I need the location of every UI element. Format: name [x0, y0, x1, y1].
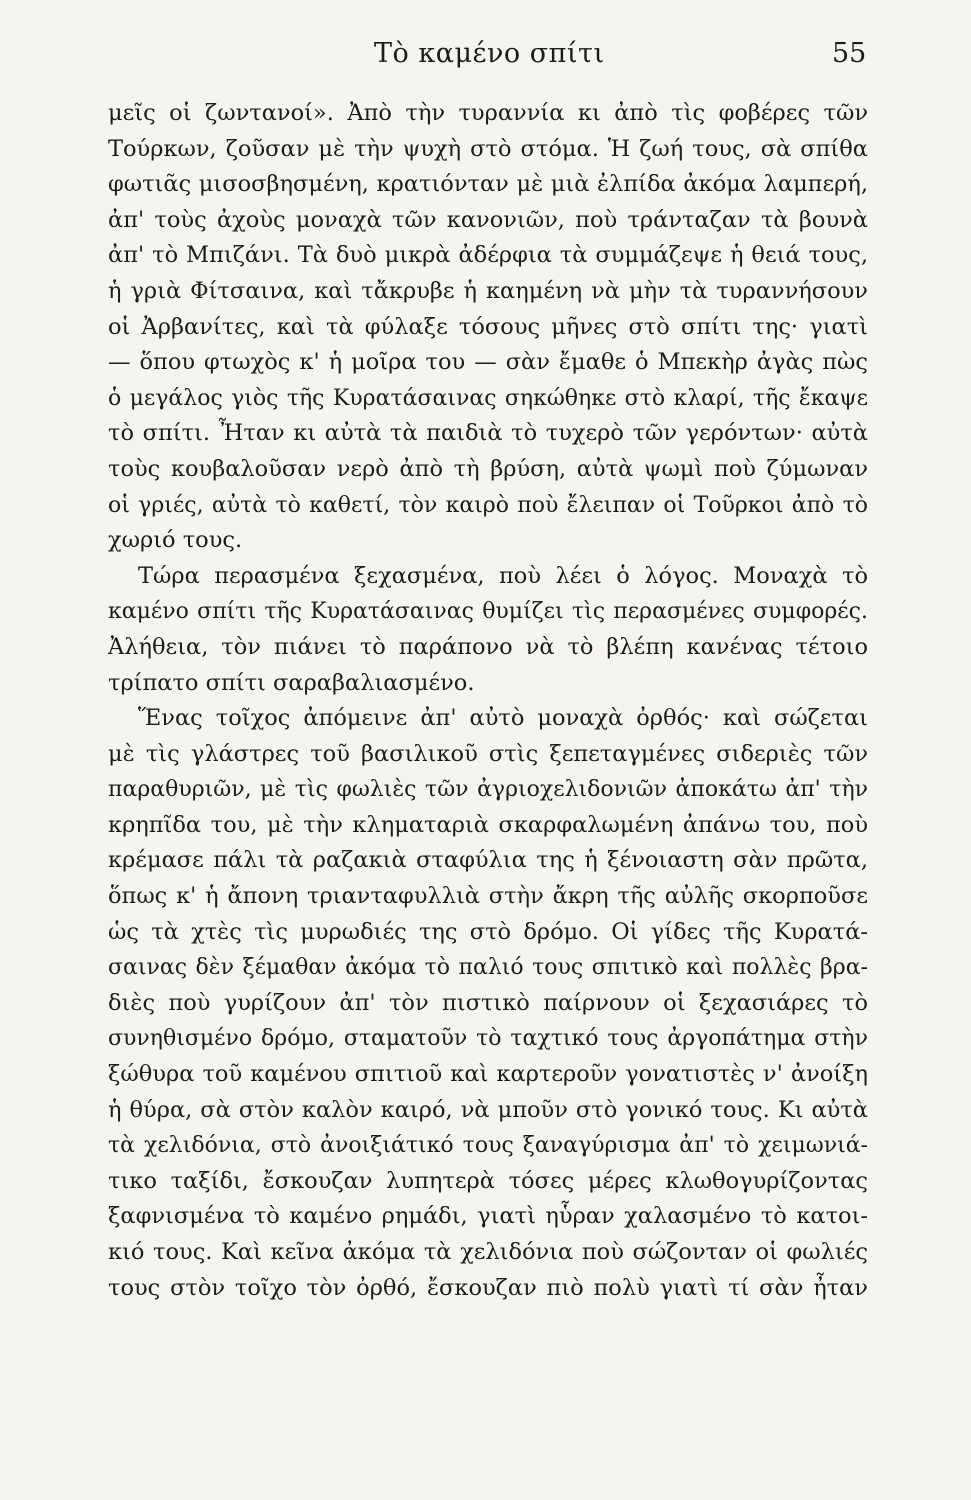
text-line: συνηθισμένο δρόμο, σταματοῦν τὸ ταχτικό τους ἀργοπάτημα στὴν — [108, 1026, 868, 1052]
text-line: — ὅπου φτωχὸς κ' ἡ μοῖρα του — σὰν ἔμαθε ὁ Μπεκὴρ ἀγὰς πὼς — [108, 349, 868, 376]
text-line: ὁ μεγάλος γιὸς τῆς Κυρατάσαινας σηκώθηκε στὸ κλαρί, τῆς ἔκαψε — [108, 385, 868, 411]
running-head — [0, 38, 971, 78]
text-line: καμένο σπίτι τῆς Κυρατάσαινας θυμίζει τὶς περασμένες συμφορές. — [108, 599, 868, 625]
text-line: σαινας δὲν ξέμαθαν ἀκόμα τὸ παλιό τους σπιτικὸ καὶ πολλὲς βρα- — [108, 955, 868, 981]
text-line: χωριό τους. — [108, 527, 243, 554]
text-line: Τούρκων, ζοῦσαν μὲ τὴν ψυχὴ στὸ στόμα. Ἡ ζωή τους, σὰ σπίθα — [108, 135, 868, 162]
body-text — [108, 96, 868, 1306]
text-line: ξώθυρα τοῦ καμένου σπιτιοῦ καὶ καρτεροῦν γονατιστὲς ν' ἀνοίξη — [108, 1061, 868, 1088]
text-line: ὅπως κ' ἡ ἄπονη τριανταφυλλιὰ στὴν ἄκρη τῆς αὐλῆς σκορποῦσε — [108, 883, 868, 910]
text-line: τρίπατο σπίτι σαραβαλιασμένο. — [108, 669, 475, 696]
text-line: παραθυριῶν, μὲ τὶς φωλιὲς τῶν ἀγριοχελιδονιῶν ἀποκάτω ἀπ' τὴν — [108, 777, 868, 803]
text-line: ἡ γριὰ Φίτσαινα, καὶ τἄκρυβε ἡ καημένη νὰ μὴν τὰ τυραννήσουν — [108, 277, 868, 304]
text-line: τους στὸν τοῖχο τὸν ὀρθό, ἔσκουζαν πιὸ πολὺ γιατὶ τί σὰν ἦταν — [108, 1274, 868, 1301]
text-line: Ἕνας τοῖχος ἀπόμεινε ἀπ' αὐτὸ μοναχὰ ὀρθός· καὶ σώζεται — [138, 705, 868, 732]
text-line: φωτιᾶς μισοσβησμένη, κρατιόνταν μὲ μιὰ ἐλπίδα ἀκόμα λαμπερή, — [108, 171, 868, 198]
text-line: Τώρα περασμένα ξεχασμένα, ποὺ λέει ὁ λόγος. Μοναχὰ τὸ — [138, 562, 868, 589]
text-line: ἀπ' τοὺς ἀχοὺς μοναχὰ τῶν κανονιῶν, ποὺ τράνταζαν τὰ βουνὰ — [108, 206, 868, 233]
text-line: κρηπῖδα του, μὲ τὴν κληματαριὰ σκαρφαλωμένη ἀπάνω του, ποὺ — [108, 811, 868, 838]
text-line: Ἀλήθεια, τὸν πιάνει τὸ παράπονο νὰ τὸ βλέπη κανένας τέτοιο — [108, 633, 868, 660]
text-line: οἱ γριές, αὐτὰ τὸ καθετί, τὸν καιρὸ ποὺ ἔλειπαν οἱ Τοῦρκοι ἀπὸ τὸ — [108, 492, 868, 518]
text-line: τὸ σπίτι. Ἦταν κι αὐτὰ τὰ παιδιὰ τὸ τυχερὸ τῶν γερόντων· αὐτὰ — [108, 420, 868, 447]
text-line: κιό τους. Καὶ κεῖνα ἀκόμα τὰ χελιδόνια ποὺ σώζονταν οἱ φωλιές — [108, 1239, 868, 1265]
text-line: μὲ τὶς γλάστρες τοῦ βασιλικοῦ στὶς ξεπεταγμένες σιδεριὲς τῶν — [108, 740, 868, 767]
text-line: τὰ χελιδόνια, στὸ ἀνοιξιάτικό τους ξαναγύρισμα ἀπ' τὸ χειμωνιά- — [108, 1133, 868, 1159]
text-line: οἱ Ἀρβανίτες, καὶ τὰ φύλαξε τόσους μῆνες στὸ σπίτι της· γιατὶ — [108, 313, 868, 340]
running-title: Τὸ καμένο σπίτι — [374, 38, 605, 69]
text-line: ἀπ' τὸ Μπιζάνι. Τὰ δυὸ μικρὰ ἀδέρφια τὰ συμμάζεψε ἡ θειά τους, — [108, 242, 868, 269]
text-line: ἡ θύρα, σὰ στὸν καλὸν καιρό, νὰ μποῦν στὸ γονικό τους. Κι αὐτὰ — [108, 1096, 868, 1123]
page-number: 55 — [832, 38, 867, 69]
text-line: ὡς τὰ χτὲς τὶς μυρωδιές της στὸ δρόμο. Οἱ γίδες τῆς Κυρατά- — [108, 918, 868, 945]
text-line: τικο ταξίδι, ἔσκουζαν λυπητερὰ τόσες μέρες κλωθογυρίζοντας — [108, 1167, 868, 1194]
text-line: τοὺς κουβαλοῦσαν νερὸ ἀπὸ τὴ βρύση, αὐτὰ ψωμὶ ποὺ ζύμωναν — [108, 455, 868, 482]
text-line: κρέμασε πάλι τὰ ραζακιὰ σταφύλια της ἡ ξένοιαστη σὰν πρῶτα, — [108, 847, 868, 874]
text-line: μεῖς οἱ ζωντανοί». Ἀπὸ τὴν τυραννία κι ἀπὸ τὶς φοβέρες τῶν — [108, 100, 868, 126]
text-line: διὲς ποὺ γυρίζουν ἀπ' τὸν πιστικὸ παίρνουν οἱ ξεχασιάρες τὸ — [108, 989, 868, 1016]
text-line: ξαφνισμένα τὸ καμένο ρημάδι, γιατὶ ηὗραν χαλασμένο τὸ κατοι- — [108, 1203, 868, 1230]
